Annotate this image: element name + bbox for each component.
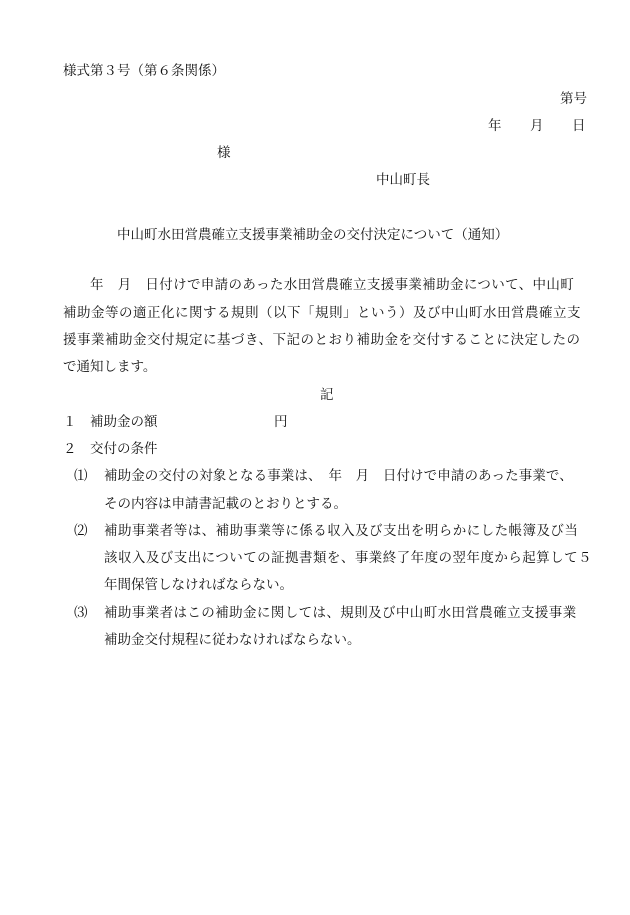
condition-line: 補助事業者等は、補助事業等に係る収入及び支出を明らかにした帳簿及び当 [104,523,579,539]
date-year: 年 [488,118,502,134]
body-line: 援事業補助金交付規定に基づき、下記のとおり補助金を交付することに決定したの [63,332,581,348]
document-title: 中山町水田営農確立支援事業補助金の交付決定について（通知） [117,227,509,243]
form-label: 様式第３号（第６条関係） [63,63,225,79]
body-line: で通知します。 [63,359,157,375]
document-number: 第号 [560,91,587,107]
date-month: 月 [530,118,544,134]
condition-line: 補助金の交付の対象となる事業は、 年 月 日付けで申請のあった事業で、 [104,468,573,484]
condition-number: ⑶ [74,605,88,621]
issuer-name: 中山町長 [376,172,430,188]
section-label: 補助金の額 [90,414,158,430]
condition-line: その内容は申請書記載のとおりとする。 [104,496,347,512]
condition-number: ⑴ [74,468,88,484]
section-number: ２ [63,441,77,457]
ki-marker: 記 [320,387,334,403]
section-label: 交付の条件 [90,441,158,457]
date-day: 日 [572,118,586,134]
body-line: 補助金等の適正化に関する規則（以下「規則」という）及び中山町水田営農確立支 [63,305,581,321]
addressee-honorific: 様 [217,145,231,161]
condition-line: 補助金交付規程に従わなければならない。 [104,632,361,648]
body-line: 年 月 日付けで申請のあった水田営農確立支援事業補助金について、中山町 [90,277,575,293]
condition-line: 補助事業者はこの補助金に関しては、規則及び中山町水田営農確立支援事業 [104,605,577,621]
condition-line: 該収入及び支出についての証拠書類を、事業終了年度の翌年度から起算して５ [104,550,592,566]
section-number: １ [63,414,77,430]
amount-unit: 円 [274,414,288,430]
condition-line: 年間保管しなければならない。 [104,577,293,593]
condition-number: ⑵ [74,523,88,539]
